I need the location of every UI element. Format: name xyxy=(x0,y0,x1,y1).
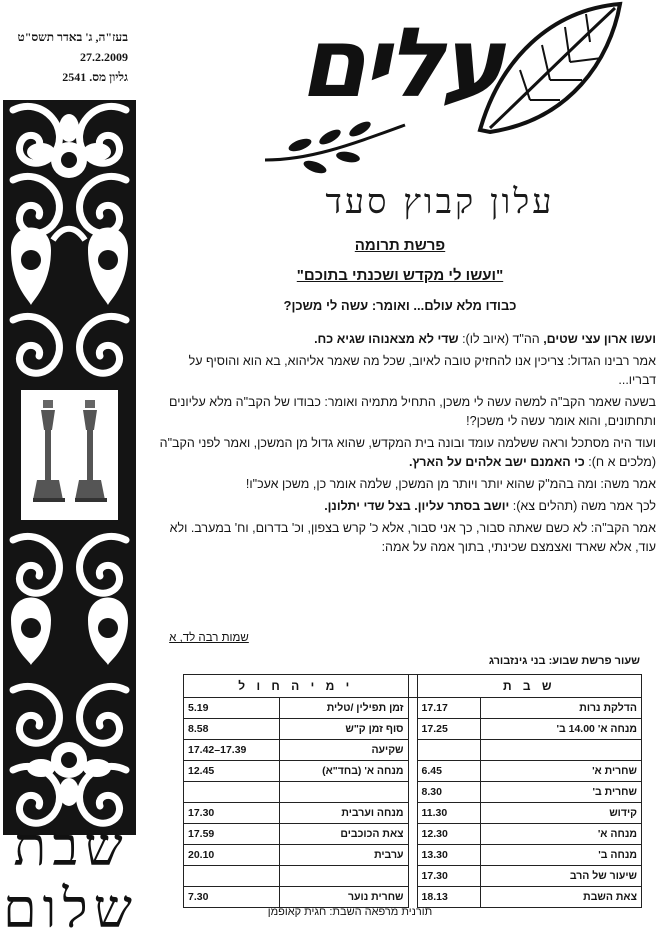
article-paragraph xyxy=(150,434,656,472)
candlesticks-icon xyxy=(21,390,118,520)
weekday-label xyxy=(279,782,408,803)
table-row xyxy=(184,761,642,782)
weekday-time: 17.59 xyxy=(184,824,280,845)
column-separator xyxy=(408,675,417,698)
weekdays-column-header: י מ י ה ח ו ל xyxy=(184,675,409,698)
table-row xyxy=(184,803,642,824)
article-source: שמות רבה לד, א xyxy=(169,632,249,644)
shabbat-label: שחרית ב' xyxy=(480,782,641,803)
verse-bold: ועשו ארון עצי שטים, xyxy=(543,332,656,346)
column-separator xyxy=(408,761,417,782)
weekday-label: ערבית xyxy=(279,845,408,866)
weekday-label: מנחה וערבית xyxy=(279,803,408,824)
weekly-lesson: שעור פרשת שבוע: בני גינזבורג xyxy=(488,655,640,667)
shabbat-label: מנחה ב' xyxy=(480,845,641,866)
column-separator xyxy=(408,824,417,845)
table-header-row xyxy=(184,675,642,698)
weekday-time xyxy=(184,782,280,803)
article-paragraph xyxy=(150,497,656,516)
weekday-label xyxy=(279,866,408,887)
article-paragraph: אמר משה: ומה בהמ"ק שהוא יותר ויותר מן המשכן, שלמה אומר כן, משכן אעכ"ו! xyxy=(245,477,656,491)
column-separator xyxy=(408,866,417,887)
bottom-flower-icon xyxy=(13,686,126,823)
weekday-time xyxy=(184,866,280,887)
weekday-label: זמן תפילין /טלית xyxy=(279,698,408,719)
branch-icon xyxy=(260,115,410,175)
verse-ref: הה"ד (איוב לו): xyxy=(458,332,544,346)
weekday-time: 8.58 xyxy=(184,719,280,740)
header-info xyxy=(0,30,128,90)
weekday-time: 7.30 xyxy=(184,887,280,908)
paragraph-text: ועוד היה מסתכל וראה ששלמה עומד ובונה בית המקדש, שהוא גדול מן המשכן, ואמר לפני הקב"ה (מלכים א ח): xyxy=(159,436,656,469)
weekday-label: שקיעה xyxy=(279,740,408,761)
article-paragraph xyxy=(150,330,656,349)
shabbat-time: 12.30 xyxy=(417,824,480,845)
issue-number: גליון מס. 2541 xyxy=(62,70,128,84)
shabbat-time: 6.45 xyxy=(417,761,480,782)
shabbat-label: שיעור של הרב xyxy=(480,866,641,887)
shabbat-label: קידוש xyxy=(480,803,641,824)
article-paragraph: אמר רבינו הגדול: צריכין אנו להחזיק טובה לאיוב, שכל מה שאמר אליהוא, בא הוא והוסיף על דבריו... xyxy=(188,354,656,387)
table-row xyxy=(184,845,642,866)
shabbat-time: 13.30 xyxy=(417,845,480,866)
table-row xyxy=(184,719,642,740)
column-separator xyxy=(408,887,417,908)
masthead-subtitle: עלון קבוץ סעד xyxy=(325,182,555,222)
table-row xyxy=(184,782,642,803)
weekday-label: שחרית נוער xyxy=(279,887,408,908)
pomegranate-icon xyxy=(11,228,128,374)
shabbat-time: 18.13 xyxy=(417,887,480,908)
parasha-quote: "ועשו לי מקדש ושכנתי בתוכם" xyxy=(296,267,504,284)
shabbat-word: שבת xyxy=(13,815,129,878)
shabbat-label: מנחה א' 14.00 ב' xyxy=(480,719,641,740)
parasha-tagline: כבודו מלא עולם... ואומר: עשה לי משכן? xyxy=(283,298,517,313)
shabbat-time: 17.30 xyxy=(417,866,480,887)
footer-note: תורנית מרפאה השבת: חגית קאופמן xyxy=(267,906,433,918)
column-separator xyxy=(408,698,417,719)
table-row xyxy=(184,887,642,908)
article-paragraph: אמר הקב"ה: לא כשם שאתה סבור, כך אני סבור, אלא כ' קרש בצפון, וכ' בדרום, וח' במערב. ולא עוד, אלא שארד ואצמצם שכינתי, בתוך אמה על אמה: xyxy=(169,521,656,554)
schedule-table xyxy=(183,674,642,908)
table-row xyxy=(184,740,642,761)
table-row xyxy=(184,824,642,845)
shabbat-time: 11.30 xyxy=(417,803,480,824)
date-hebrew: בעז"ה, ג' באדר תשס"ט xyxy=(17,30,128,44)
shabbat-label: צאת השבת xyxy=(480,887,641,908)
shabbat-time: 17.25 xyxy=(417,719,480,740)
article-paragraph: בשעה שאמר הקב"ה למשה עשה לי משכן, התחיל מתמיה ואומר: כבודו של הקב"ה מלא עליונים ותחתונים, והוא אומר עשה לי משכן?! xyxy=(169,395,656,428)
shabbat-column-header: ש ב ת xyxy=(417,675,641,698)
weekday-time: 5.19 xyxy=(184,698,280,719)
shabbat-time xyxy=(417,740,480,761)
shabbat-label: הדלקת נרות xyxy=(480,698,641,719)
column-separator xyxy=(408,740,417,761)
column-separator xyxy=(408,782,417,803)
article-body xyxy=(150,330,656,560)
verse-bold: כי האמנם ישב אלהים על הארץ. xyxy=(408,455,585,469)
weekday-time: 12.45 xyxy=(184,761,280,782)
weekday-label: מנחה א' (בחד"א) xyxy=(279,761,408,782)
weekday-time: 20.10 xyxy=(184,845,280,866)
column-separator xyxy=(408,803,417,824)
masthead xyxy=(240,0,660,225)
shabbat-time: 8.30 xyxy=(417,782,480,803)
shabbat-label: שחרית א' xyxy=(480,761,641,782)
weekday-label: סוף זמן ק"ש xyxy=(279,719,408,740)
date-gregorian: 27.2.2009 xyxy=(80,50,128,64)
shabbat-time: 17.17 xyxy=(417,698,480,719)
weekday-time: 17.30 xyxy=(184,803,280,824)
paragraph-text: לכך אמר משה (תהלים צא): xyxy=(509,499,656,513)
weekday-time: 17.42–17.39 xyxy=(184,740,280,761)
verse-bold: יושב בסתר עליון. בצל שדי יתלונן. xyxy=(324,499,510,513)
parasha-title: פרשת תרומה xyxy=(354,237,446,254)
verse-bold-2: שדי לא מצאנוהו שגיא כח. xyxy=(314,332,459,346)
column-separator xyxy=(408,845,417,866)
weekday-label: צאת הכוכבים xyxy=(279,824,408,845)
decorative-panel xyxy=(3,100,136,835)
logo-title: עלים xyxy=(299,7,501,119)
table-row xyxy=(184,866,642,887)
shalom-word: שלום xyxy=(2,877,138,940)
table-row xyxy=(184,698,642,719)
top-flower-icon xyxy=(13,106,126,233)
shabbat-label xyxy=(480,740,641,761)
shabbat-label: מנחה א' xyxy=(480,824,641,845)
column-separator xyxy=(408,719,417,740)
